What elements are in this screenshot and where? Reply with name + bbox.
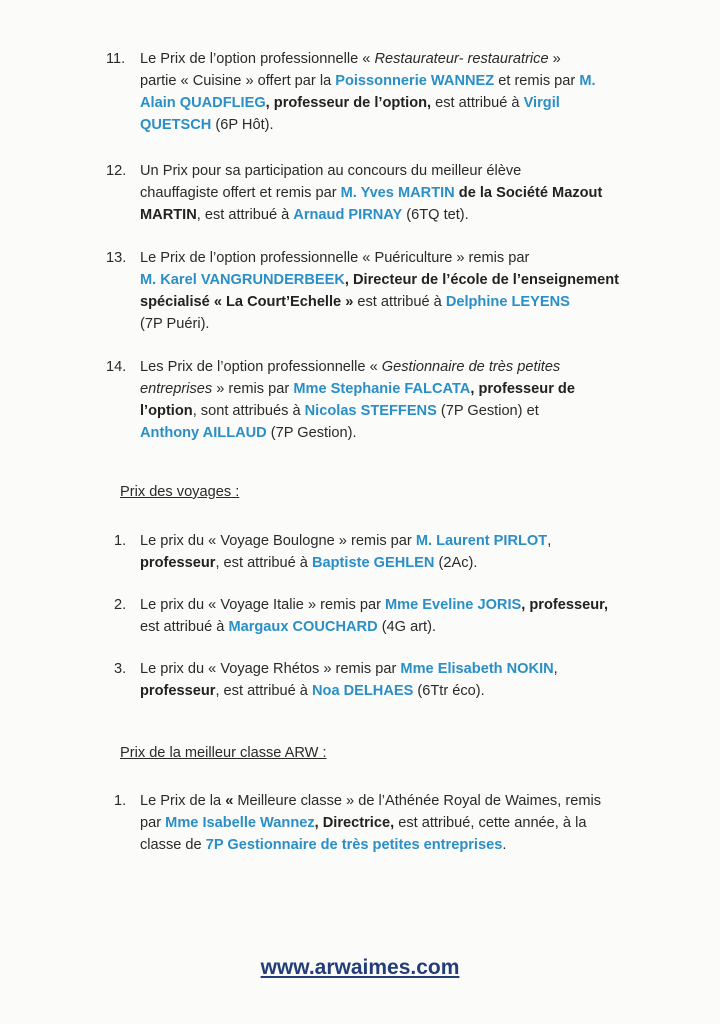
text-run: » <box>548 51 561 67</box>
text-line <box>140 552 640 574</box>
text-run: MARTIN <box>140 207 197 223</box>
item-text <box>140 247 640 335</box>
text-line <box>140 48 640 70</box>
text-line <box>140 616 640 638</box>
text-line <box>140 70 640 92</box>
text-run: (6P Hôt). <box>211 117 274 133</box>
text-line <box>140 204 640 226</box>
text-run: professeur <box>140 683 216 699</box>
text-run: (7P Gestion). <box>266 425 357 441</box>
highlighted-name: Mme Stephanie FALCATA <box>293 381 471 397</box>
text-run: Les Prix de l’option professionnelle « <box>140 359 382 375</box>
highlighted-name: Mme Eveline JORIS <box>385 597 522 613</box>
highlighted-name: 7P Gestionnaire de très petites entreprises <box>205 837 503 853</box>
text-line <box>140 247 640 269</box>
text-line <box>140 291 640 313</box>
highlighted-name: M. Laurent PIRLOT <box>415 533 548 549</box>
highlighted-name: M. Karel VANGRUNDERBEEK <box>140 272 345 288</box>
highlighted-name: Baptiste GEHLEN <box>311 555 435 571</box>
text-run: , est attribué à <box>196 207 294 223</box>
text-run: , <box>553 661 558 677</box>
text-line <box>140 114 640 136</box>
text-run: Le Prix de l’option professionnelle « Puériculture » remis par <box>140 250 530 266</box>
text-run: , est attribué à <box>215 555 312 571</box>
text-run: , professeur de <box>470 381 575 397</box>
highlighted-name: Mme Isabelle Wannez <box>165 815 315 831</box>
highlighted-name: Margaux COUCHARD <box>228 619 378 635</box>
item-number: 3. <box>114 661 127 677</box>
highlighted-name: Nicolas STEFFENS <box>304 403 437 419</box>
text-line <box>140 658 640 680</box>
highlighted-name: Poissonnerie WANNEZ <box>335 73 495 89</box>
text-run: « <box>225 793 234 809</box>
text-run: professeur <box>140 555 216 571</box>
text-line <box>140 269 640 291</box>
highlighted-name: Mme Elisabeth NOKIN <box>400 661 554 677</box>
item-text <box>140 530 640 574</box>
text-run: spécialisé « La Court’Echelle » <box>140 294 354 310</box>
item-number: 13. <box>106 250 127 266</box>
item-number: 1. <box>114 533 127 549</box>
text-run: (6Ttr éco). <box>413 683 485 699</box>
text-run: partie « Cuisine » offert par la <box>140 73 336 89</box>
text-line <box>140 834 640 856</box>
text-line <box>140 182 640 204</box>
text-run: Le prix du « Voyage Italie » remis par <box>140 597 385 613</box>
text-line <box>140 378 640 400</box>
item-text <box>140 658 640 702</box>
highlighted-name: Alain QUADFLIEG <box>140 95 266 111</box>
text-run: Le Prix de la <box>140 793 226 809</box>
text-line <box>140 812 640 834</box>
text-line <box>140 422 640 444</box>
highlighted-name: Arnaud PIRNAY <box>293 207 403 223</box>
text-run: l’option <box>140 403 193 419</box>
text-run: (7P Gestion) et <box>436 403 539 419</box>
text-line <box>140 530 640 552</box>
text-run: Le prix du « Voyage Boulogne » remis par <box>140 533 416 549</box>
item-number: 2. <box>114 597 127 613</box>
text-line <box>140 356 640 378</box>
item-number: 14. <box>106 359 127 375</box>
text-run: (4G art). <box>377 619 437 635</box>
highlighted-name: QUETSCH <box>140 117 212 133</box>
text-run: » remis par <box>212 381 294 397</box>
item-number: 1. <box>114 793 127 809</box>
text-run: par <box>140 815 166 831</box>
text-run: Meilleure classe » de l’Athénée Royal de Waimes, remis <box>233 793 602 809</box>
text-run: , est attribué à <box>215 683 312 699</box>
text-run: Le Prix de l’option professionnelle « <box>140 51 375 67</box>
text-run: , sont attribués à <box>192 403 305 419</box>
highlighted-name: Anthony AILLAUD <box>140 425 267 441</box>
text-run: est attribué à <box>140 619 229 635</box>
text-run: Un Prix pour sa participation au concours du meilleur élève <box>140 163 522 179</box>
text-run: , professeur, <box>521 597 609 613</box>
section-heading-classe: Prix de la meilleur classe ARW : <box>120 745 327 761</box>
text-run: entreprises <box>140 381 213 397</box>
text-run: (7P Puéri). <box>140 316 210 332</box>
item-number: 12. <box>106 163 127 179</box>
text-run: , professeur de l’option, <box>265 95 432 111</box>
text-run: , Directrice, <box>314 815 395 831</box>
text-run: et remis par <box>494 73 580 89</box>
item-text <box>140 790 640 856</box>
text-run: Restaurateur- restauratrice <box>374 51 549 67</box>
highlighted-name: M. Yves MARTIN <box>340 185 455 201</box>
text-line <box>140 313 640 335</box>
item-text <box>140 160 640 226</box>
item-number: 11. <box>106 51 126 67</box>
text-run: chauffagiste offert et remis par <box>140 185 341 201</box>
highlighted-name: Delphine LEYENS <box>445 294 570 310</box>
highlighted-name: Noa DELHAES <box>311 683 414 699</box>
text-run: Gestionnaire de très petites <box>381 359 561 375</box>
text-run: (2Ac). <box>434 555 478 571</box>
text-run: , Directeur de l’école de l’enseignement <box>344 272 620 288</box>
text-line <box>140 790 640 812</box>
item-text <box>140 48 640 136</box>
text-run: est attribué, cette année, à la <box>394 815 587 831</box>
text-run: est attribué à <box>431 95 524 111</box>
highlighted-name: M. <box>579 73 596 89</box>
highlighted-name: Virgil <box>523 95 560 111</box>
text-run: classe de <box>140 837 206 853</box>
text-run: , <box>547 533 552 549</box>
text-line <box>140 92 640 114</box>
text-run: Le prix du « Voyage Rhétos » remis par <box>140 661 401 677</box>
text-run: de la Société Mazout <box>454 185 603 201</box>
item-text <box>140 356 640 444</box>
text-run: est attribué à <box>353 294 446 310</box>
section-heading-voyages: Prix des voyages : <box>120 484 240 500</box>
website-link[interactable]: www.arwaimes.com <box>260 956 460 979</box>
text-run: . <box>502 837 507 853</box>
text-line <box>140 400 640 422</box>
text-line <box>140 160 640 182</box>
text-line <box>140 594 640 616</box>
text-line <box>140 680 640 702</box>
item-text <box>140 594 640 638</box>
text-run: (6TQ tet). <box>402 207 469 223</box>
